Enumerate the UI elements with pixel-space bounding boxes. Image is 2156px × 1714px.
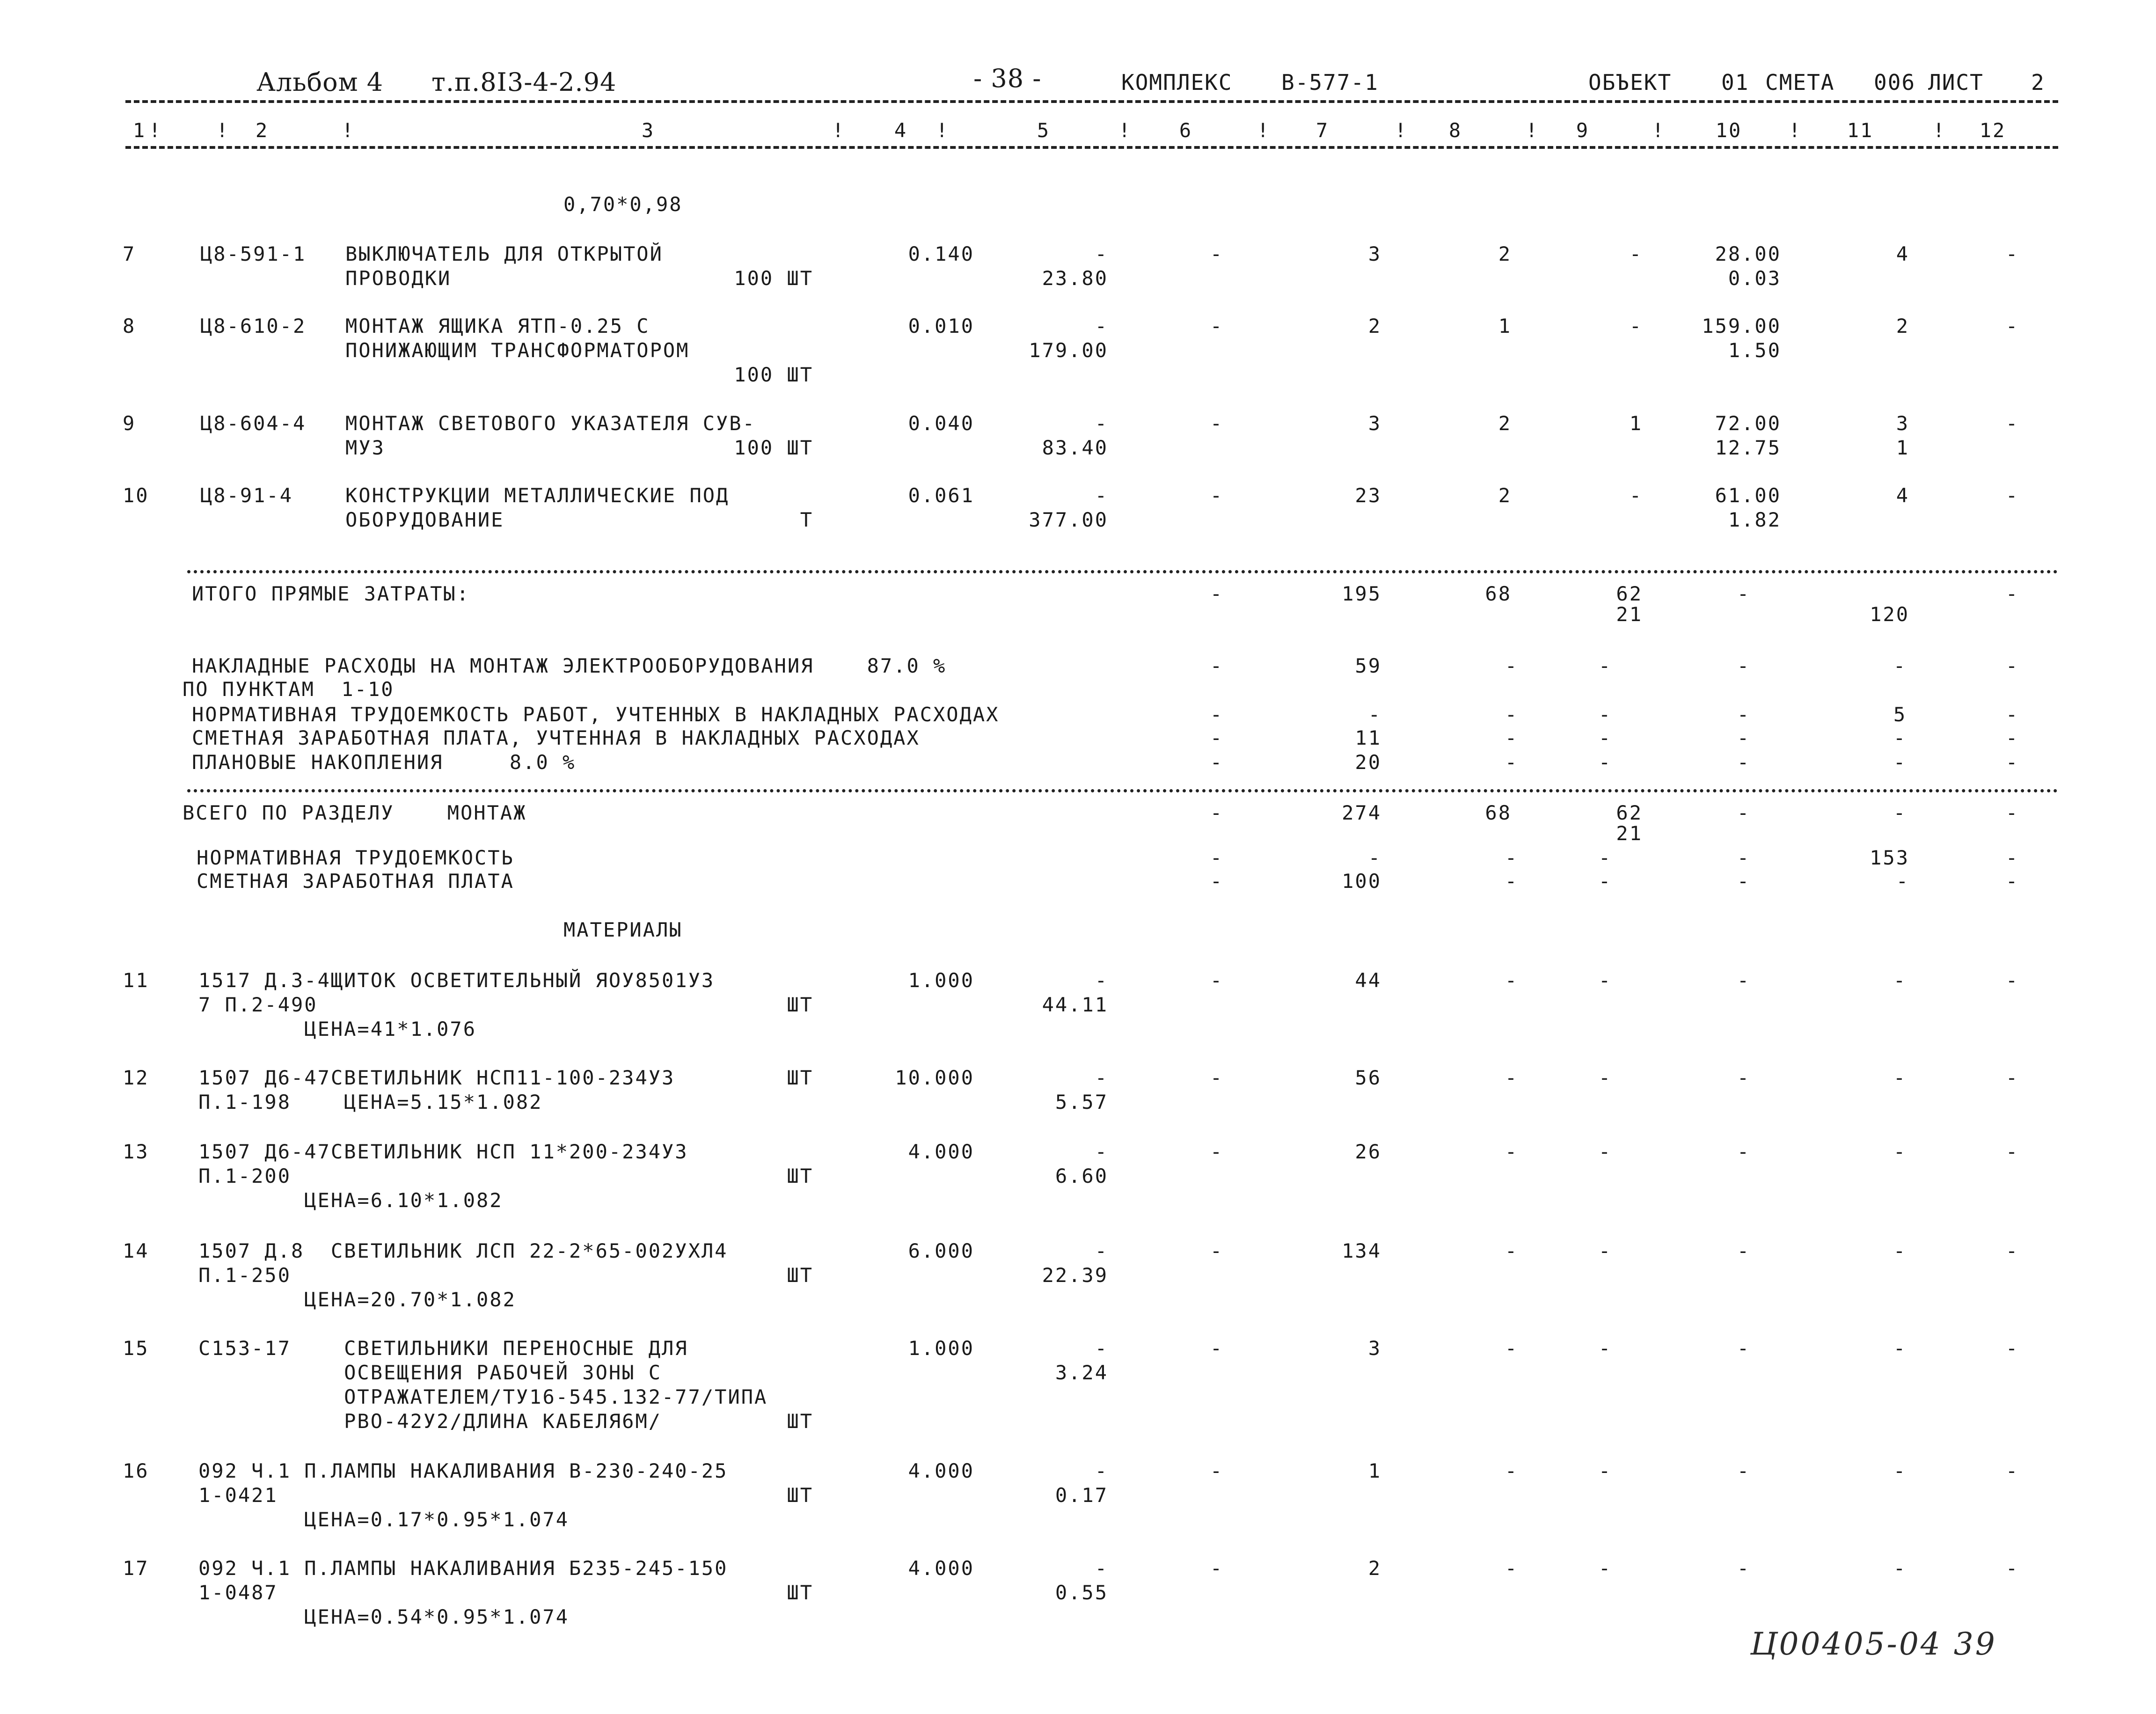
item-col8: - <box>1505 1459 1519 1482</box>
overhead-col6: - <box>1210 703 1224 726</box>
item-description: 1507 Д6-47СВЕТИЛЬНИК НСП11-100-234УЗ <box>198 1066 675 1089</box>
item-col10-a: 28.00 <box>1715 242 1781 265</box>
item-col12: - <box>2005 242 2019 265</box>
section-col9-a: 62 <box>1616 801 1643 824</box>
column-number: 5 <box>1037 119 1051 142</box>
item-description: П.1-200 <box>198 1165 292 1187</box>
item-price-b: 179.00 <box>1029 339 1108 362</box>
labor-col9: - <box>1598 870 1612 893</box>
item-description: ПОНИЖАЮЩИМ ТРАНСФОРМАТОРОМ <box>345 339 690 362</box>
item-col11: - <box>1893 1337 1907 1360</box>
estimate-value: 006 <box>1874 70 1916 95</box>
column-number: 2 <box>255 119 269 142</box>
item-col6: - <box>1210 412 1224 435</box>
object-value: 01 <box>1721 70 1749 95</box>
item-quantity: 4.000 <box>908 1459 974 1482</box>
item-col9: - <box>1629 242 1643 265</box>
item-number: 17 <box>123 1557 149 1580</box>
item-col9: - <box>1629 315 1643 337</box>
item-col11-a: 4 <box>1896 242 1909 265</box>
item-price-b: 22.39 <box>1042 1264 1108 1287</box>
item-col6: - <box>1210 1459 1224 1482</box>
item-unit: 100 ШТ <box>734 267 813 290</box>
labor-col11: 153 <box>1870 846 1909 869</box>
item-description: 7 П.2-490 <box>198 993 318 1016</box>
item-col8: 2 <box>1498 242 1512 265</box>
item-description: 1507 Д6-47СВЕТИЛЬНИК НСП 11*200-234УЗ <box>198 1140 688 1163</box>
labor-col12: - <box>2005 846 2019 869</box>
item-description: 092 Ч.1 П.ЛАМПЫ НАКАЛИВАНИЯ Б235-245-150 <box>198 1557 728 1580</box>
item-col11-a: 2 <box>1896 315 1909 337</box>
item-description: П.1-198 ЦЕНА=5.15*1.082 <box>198 1091 543 1113</box>
item-col11: - <box>1893 969 1907 992</box>
item-price-b: 44.11 <box>1042 993 1108 1016</box>
item-description: 092 Ч.1 П.ЛАМПЫ НАКАЛИВАНИЯ В-230-240-25 <box>198 1459 728 1482</box>
overhead-col8: - <box>1505 726 1519 749</box>
item-col9: - <box>1598 1140 1612 1163</box>
item-price-a: - <box>1095 1066 1108 1089</box>
labor-col12: - <box>2005 870 2019 893</box>
column-separator: ! <box>1652 119 1666 142</box>
item-description: РВО-42У2/ДЛИНА КАБЕЛЯ6М/ <box>198 1410 662 1433</box>
overhead-col11: - <box>1893 751 1907 774</box>
item-col10: - <box>1737 969 1751 992</box>
item-quantity: 6.000 <box>908 1239 974 1262</box>
item-number: 13 <box>123 1140 149 1163</box>
item-col7: 2 <box>1368 315 1381 337</box>
item-col6: - <box>1210 969 1224 992</box>
item-col10-b: 0.03 <box>1728 267 1781 290</box>
item-col11: - <box>1893 1066 1907 1089</box>
item-quantity: 0.061 <box>908 484 974 507</box>
subheading: 0,70*0,98 <box>563 193 683 216</box>
item-description: 1517 Д.3-4ЩИТОК ОСВЕТИТЕЛЬНЫЙ ЯОУ8501УЗ <box>198 969 715 992</box>
dotted-rule <box>187 570 2058 573</box>
item-col9: - <box>1598 1459 1612 1482</box>
item-price-a: - <box>1095 1459 1108 1482</box>
overhead-col10: - <box>1737 726 1751 749</box>
item-price-b: 0.55 <box>1055 1581 1108 1604</box>
item-col8: - <box>1505 1337 1519 1360</box>
item-price-a: - <box>1095 315 1108 337</box>
item-number: 9 <box>123 412 136 435</box>
labor-col8: - <box>1505 870 1519 893</box>
item-col12: - <box>2005 969 2019 992</box>
item-col6: - <box>1210 315 1224 337</box>
section-col11: - <box>1893 801 1907 824</box>
direct-col12: - <box>2005 582 2019 605</box>
item-code: Ц8-610-2 <box>200 315 307 337</box>
item-description: МОНТАЖ ЯЩИКА ЯТП-0.25 С <box>345 315 650 337</box>
item-col10-a: 72.00 <box>1715 412 1781 435</box>
direct-col7: 195 <box>1342 582 1381 605</box>
album-label: Альбом 4 <box>256 67 384 97</box>
item-col6: - <box>1210 484 1224 507</box>
overhead-col10: - <box>1737 703 1751 726</box>
item-description: ЦЕНА=0.17*0.95*1.074 <box>198 1508 570 1531</box>
overhead-col9: - <box>1598 726 1612 749</box>
labor-col10: - <box>1737 846 1751 869</box>
item-number: 10 <box>123 484 149 507</box>
item-col10: - <box>1737 1239 1751 1262</box>
column-number: 12 <box>1979 119 2006 142</box>
item-quantity: 0.040 <box>908 412 974 435</box>
item-description: П.1-250 <box>198 1264 292 1287</box>
item-col12: - <box>2005 1066 2019 1089</box>
item-quantity: 4.000 <box>908 1140 974 1163</box>
overhead-text: НОРМАТИВНАЯ ТРУДОЕМКОСТЬ РАБОТ, УЧТЕННЫХ В НАКЛАДНЫХ РАСХОДАХ <box>192 703 1000 726</box>
item-col11-b: 1 <box>1896 436 1909 459</box>
item-col12: - <box>2005 412 2019 435</box>
section-col10: - <box>1737 801 1751 824</box>
overhead-text: ПО ПУНКТАМ 1-10 <box>183 678 395 701</box>
item-price-a: - <box>1095 1557 1108 1580</box>
item-quantity: 1.000 <box>908 1337 974 1360</box>
column-separator: ! <box>216 119 230 142</box>
item-col10: - <box>1737 1140 1751 1163</box>
header-rule-top <box>125 100 2058 103</box>
overhead-col12: - <box>2005 751 2019 774</box>
item-description: 1-0421 <box>198 1484 278 1507</box>
overhead-col11: 5 <box>1893 703 1907 726</box>
materials-heading: МАТЕРИАЛЫ <box>563 918 683 941</box>
item-price-a: - <box>1095 969 1108 992</box>
section-col8: 68 <box>1485 801 1512 824</box>
column-number: 10 <box>1715 119 1742 142</box>
item-col6: - <box>1210 1140 1224 1163</box>
overhead-col9: - <box>1598 654 1612 677</box>
item-unit: Т <box>800 508 813 531</box>
item-number: 15 <box>123 1337 149 1360</box>
labor-col8: - <box>1505 846 1519 869</box>
item-col12: - <box>2005 1459 2019 1482</box>
item-description: ЦЕНА=0.54*0.95*1.074 <box>198 1605 570 1628</box>
item-col7: 134 <box>1342 1239 1381 1262</box>
item-description: ОБОРУДОВАНИЕ <box>345 508 504 531</box>
item-price-b: 6.60 <box>1055 1165 1108 1187</box>
overhead-text: НАКЛАДНЫЕ РАСХОДЫ НА МОНТАЖ ЭЛЕКТРООБОРУДОВАНИЯ 87.0 % <box>192 654 947 677</box>
item-col10-a: 159.00 <box>1702 315 1781 337</box>
item-col9: 1 <box>1629 412 1643 435</box>
overhead-col10: - <box>1737 654 1751 677</box>
item-price-a: - <box>1095 1140 1108 1163</box>
item-col9: - <box>1598 1239 1612 1262</box>
item-price-b: 0.17 <box>1055 1484 1108 1507</box>
item-code: Ц8-604-4 <box>200 412 307 435</box>
overhead-col7: 59 <box>1355 654 1381 677</box>
item-col7: 23 <box>1355 484 1381 507</box>
item-col12: - <box>2005 1557 2019 1580</box>
complex-value: В-577-1 <box>1281 70 1379 95</box>
column-separator: ! <box>149 119 162 142</box>
item-unit: ШТ <box>787 993 813 1016</box>
column-number: 8 <box>1448 119 1462 142</box>
column-separator: ! <box>1933 119 1946 142</box>
item-number: 7 <box>123 242 136 265</box>
item-unit: 100 ШТ <box>734 436 813 459</box>
item-col8: 1 <box>1498 315 1512 337</box>
item-col8: - <box>1505 1557 1519 1580</box>
column-number: 1 <box>132 119 146 142</box>
labor-col6: - <box>1210 846 1224 869</box>
item-number: 8 <box>123 315 136 337</box>
item-col9: - <box>1598 1066 1612 1089</box>
item-col7: 3 <box>1368 412 1381 435</box>
item-col8: - <box>1505 1140 1519 1163</box>
item-col12: - <box>2005 1337 2019 1360</box>
item-unit: ШТ <box>787 1410 813 1433</box>
item-number: 16 <box>123 1459 149 1482</box>
item-col10-b: 12.75 <box>1715 436 1781 459</box>
item-description: 1507 Д.8 СВЕТИЛЬНИК ЛСП 22-2*65-002УХЛ4 <box>198 1239 728 1262</box>
overhead-col9: - <box>1598 751 1612 774</box>
column-number: 7 <box>1316 119 1330 142</box>
section-col12: - <box>2005 801 2019 824</box>
item-col7: 26 <box>1355 1140 1381 1163</box>
item-col8: - <box>1505 1066 1519 1089</box>
item-number: 11 <box>123 969 149 992</box>
item-col6: - <box>1210 1066 1224 1089</box>
section-total-label: ВСЕГО ПО РАЗДЕЛУ МОНТАЖ <box>183 801 527 824</box>
item-col7: 3 <box>1368 1337 1381 1360</box>
item-col11: - <box>1893 1459 1907 1482</box>
direct-col9-a: 62 <box>1616 582 1643 605</box>
item-col6: - <box>1210 1239 1224 1262</box>
item-col7: 2 <box>1368 1557 1381 1580</box>
labor-col7: - <box>1368 846 1381 869</box>
item-col10: - <box>1737 1066 1751 1089</box>
item-col11-a: 3 <box>1896 412 1909 435</box>
item-col7: 44 <box>1355 969 1381 992</box>
item-col8: - <box>1505 969 1519 992</box>
item-col12: - <box>2005 315 2019 337</box>
labor-col6: - <box>1210 870 1224 893</box>
direct-col8: 68 <box>1485 582 1512 605</box>
item-col12: - <box>2005 1140 2019 1163</box>
column-separator: ! <box>342 119 355 142</box>
labor-col9: - <box>1598 846 1612 869</box>
column-separator: ! <box>1395 119 1408 142</box>
item-description: ЦЕНА=6.10*1.082 <box>198 1189 503 1212</box>
direct-col6: - <box>1210 582 1224 605</box>
item-description: ЦЕНА=41*1.076 <box>198 1018 477 1040</box>
overhead-col8: - <box>1505 751 1519 774</box>
item-description: ВЫКЛЮЧАТЕЛЬ ДЛЯ ОТКРЫТОЙ <box>345 242 663 265</box>
item-price-b: 83.40 <box>1042 436 1108 459</box>
column-separator: ! <box>1118 119 1132 142</box>
item-number: 14 <box>123 1239 149 1262</box>
section-col6: - <box>1210 801 1224 824</box>
item-col12: - <box>2005 484 2019 507</box>
item-unit: ШТ <box>787 1165 813 1187</box>
column-number: 4 <box>894 119 908 142</box>
object-label: ОБЪЕКТ <box>1588 70 1672 95</box>
item-unit: ШТ <box>787 1066 813 1089</box>
column-number: 9 <box>1576 119 1590 142</box>
item-col6: - <box>1210 1557 1224 1580</box>
overhead-col8: - <box>1505 654 1519 677</box>
item-description: ПРОВОДКИ <box>345 267 452 290</box>
item-unit: ШТ <box>787 1484 813 1507</box>
overhead-text: ПЛАНОВЫЕ НАКОПЛЕНИЯ 8.0 % <box>192 751 576 774</box>
item-col7: 1 <box>1368 1459 1381 1482</box>
item-col11-a: 4 <box>1896 484 1909 507</box>
item-price-a: - <box>1095 1337 1108 1360</box>
item-col10: - <box>1737 1459 1751 1482</box>
item-col8: 2 <box>1498 412 1512 435</box>
sheet-label: ЛИСТ <box>1928 70 1984 95</box>
item-price-a: - <box>1095 484 1108 507</box>
section-col9-b: 21 <box>1616 822 1643 845</box>
labor-text: СМЕТНАЯ ЗАРАБОТНАЯ ПЛАТА <box>197 870 514 893</box>
overhead-col12: - <box>2005 654 2019 677</box>
overhead-col8: - <box>1505 703 1519 726</box>
item-quantity: 4.000 <box>908 1557 974 1580</box>
overhead-col6: - <box>1210 751 1224 774</box>
item-description: МОНТАЖ СВЕТОВОГО УКАЗАТЕЛЯ СУВ- <box>345 412 756 435</box>
labor-col10: - <box>1737 870 1751 893</box>
item-col10-b: 1.82 <box>1728 508 1781 531</box>
item-number: 12 <box>123 1066 149 1089</box>
item-unit: ШТ <box>787 1264 813 1287</box>
item-quantity: 1.000 <box>908 969 974 992</box>
project-code: т.п.8I3-4-2.94 <box>431 67 617 97</box>
overhead-col9: - <box>1598 703 1612 726</box>
column-separator: ! <box>936 119 950 142</box>
item-col7: 3 <box>1368 242 1381 265</box>
overhead-col11: - <box>1893 654 1907 677</box>
overhead-col7: 20 <box>1355 751 1381 774</box>
item-price-a: - <box>1095 242 1108 265</box>
item-col11: - <box>1893 1239 1907 1262</box>
column-separator: ! <box>1789 119 1802 142</box>
item-col10-b: 1.50 <box>1728 339 1781 362</box>
item-unit: ШТ <box>787 1581 813 1604</box>
item-col8: 2 <box>1498 484 1512 507</box>
page-number: - 38 - <box>973 64 1042 93</box>
item-col9: - <box>1598 1337 1612 1360</box>
item-description: ЦЕНА=20.70*1.082 <box>198 1288 516 1311</box>
item-col11: - <box>1893 1557 1907 1580</box>
overhead-col7: - <box>1368 703 1381 726</box>
item-col12: - <box>2005 1239 2019 1262</box>
item-quantity: 0.010 <box>908 315 974 337</box>
item-col7: 56 <box>1355 1066 1381 1089</box>
direct-col10: - <box>1737 582 1751 605</box>
column-number: 6 <box>1179 119 1193 142</box>
item-price-b: 3.24 <box>1055 1361 1108 1384</box>
item-col10: - <box>1737 1337 1751 1360</box>
direct-col11: 120 <box>1870 603 1909 626</box>
item-col9: - <box>1598 969 1612 992</box>
column-number: 11 <box>1847 119 1874 142</box>
item-price-b: 23.80 <box>1042 267 1108 290</box>
labor-col11: - <box>1896 870 1909 893</box>
column-separator: ! <box>1257 119 1271 142</box>
item-col10-a: 61.00 <box>1715 484 1781 507</box>
item-col6: - <box>1210 242 1224 265</box>
handwritten-signature: Ц00405-04 39 <box>1750 1626 1997 1662</box>
item-col10: - <box>1737 1557 1751 1580</box>
item-quantity: 0.140 <box>908 242 974 265</box>
header-rule-bottom <box>125 146 2058 149</box>
item-col9: - <box>1598 1557 1612 1580</box>
complex-label: КОМПЛЕКС <box>1121 70 1233 95</box>
item-unit: 100 ШТ <box>734 363 813 386</box>
item-col9: - <box>1629 484 1643 507</box>
overhead-col6: - <box>1210 654 1224 677</box>
item-description: С153-17 СВЕТИЛЬНИКИ ПЕРЕНОСНЫЕ ДЛЯ <box>198 1337 688 1360</box>
item-col6: - <box>1210 1337 1224 1360</box>
item-description: ОТРАЖАТЕЛЕМ/ТУ16-545.132-77/ТИПА <box>198 1385 768 1408</box>
dotted-rule <box>187 789 2058 792</box>
estimate-label: СМЕТА <box>1765 70 1835 95</box>
item-code: Ц8-591-1 <box>200 242 307 265</box>
section-col7: 274 <box>1342 801 1381 824</box>
column-number: 3 <box>641 119 655 142</box>
item-description: МУЗ <box>345 436 385 459</box>
item-col8: - <box>1505 1239 1519 1262</box>
direct-col9-b: 21 <box>1616 603 1643 626</box>
labor-col7: 100 <box>1342 870 1381 893</box>
item-description: ОСВЕЩЕНИЯ РАБОЧЕЙ ЗОНЫ С <box>198 1361 662 1384</box>
overhead-col12: - <box>2005 703 2019 726</box>
direct-costs-label: ИТОГО ПРЯМЫЕ ЗАТРАТЫ: <box>192 582 470 605</box>
overhead-col12: - <box>2005 726 2019 749</box>
item-col11: - <box>1893 1140 1907 1163</box>
item-description: 1-0487 <box>198 1581 278 1604</box>
item-quantity: 10.000 <box>895 1066 974 1089</box>
item-description: КОНСТРУКЦИИ МЕТАЛЛИЧЕСКИЕ ПОД <box>345 484 730 507</box>
column-separator: ! <box>832 119 846 142</box>
item-code: Ц8-91-4 <box>200 484 293 507</box>
item-price-b: 377.00 <box>1029 508 1108 531</box>
item-price-a: - <box>1095 412 1108 435</box>
overhead-col7: 11 <box>1355 726 1381 749</box>
item-price-a: - <box>1095 1239 1108 1262</box>
overhead-col11: - <box>1893 726 1907 749</box>
overhead-col10: - <box>1737 751 1751 774</box>
overhead-text: СМЕТНАЯ ЗАРАБОТНАЯ ПЛАТА, УЧТЕННАЯ В НАКЛАДНЫХ РАСХОДАХ <box>192 726 920 749</box>
item-price-b: 5.57 <box>1055 1091 1108 1113</box>
column-separator: ! <box>1526 119 1539 142</box>
labor-text: НОРМАТИВНАЯ ТРУДОЕМКОСТЬ <box>197 846 514 869</box>
sheet-value: 2 <box>2031 70 2045 95</box>
overhead-col6: - <box>1210 726 1224 749</box>
